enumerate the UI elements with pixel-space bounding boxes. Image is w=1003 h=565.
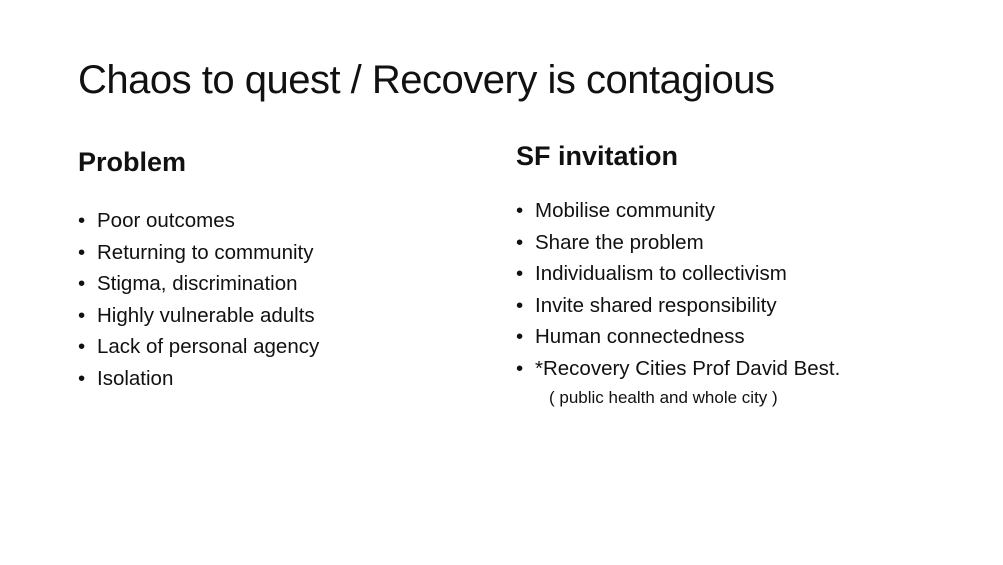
bullet-icon: • [78,335,86,359]
bullet-icon: • [516,230,524,254]
sf-invitation-column [516,137,986,411]
list-item-text: Mobilise community [535,199,715,222]
sf-invitation-list [516,195,986,385]
list-item [516,227,986,259]
list-item [78,363,498,395]
bullet-icon: • [516,293,524,317]
list-item-text: *Recovery Cities Prof David Best. [535,356,841,380]
bullet-icon: • [78,240,86,264]
bullet-icon: • [78,303,86,327]
bullet-icon: • [78,209,86,232]
list-item-text: Lack of personal agency [97,335,320,359]
list-item [516,353,986,385]
bullet-icon: • [516,262,524,286]
list-item-text: Poor outcomes [97,209,235,232]
bullet-icon: • [78,272,86,296]
list-item-text: Highly vulnerable adults [97,303,315,327]
recovery-cities-subnote: ( public health and whole city ) [549,387,778,407]
bullet-icon: • [516,356,524,380]
list-item [78,205,498,237]
list-item-text: Stigma, discrimination [97,272,298,296]
problem-list [78,205,498,395]
problem-heading: Problem [78,147,187,177]
list-item-text: Human connectedness [535,325,745,349]
bullet-icon: • [516,325,524,349]
list-item [516,258,986,290]
problem-column [78,143,498,395]
list-item [78,331,498,363]
list-item [78,237,498,269]
list-item-text: Individualism to collectivism [535,262,787,286]
list-item [78,268,498,300]
list-item-text: Isolation [97,366,174,390]
bullet-icon: • [78,366,86,390]
list-item [516,321,986,353]
list-item-text: Share the problem [535,230,704,254]
bullet-icon: • [516,199,524,222]
list-item [516,195,986,227]
list-item-text: Invite shared responsibility [535,293,777,317]
list-item-text: Returning to community [97,240,314,264]
sf-invitation-heading: SF invitation [516,141,678,171]
slide-title: Chaos to quest / Recovery is contagious [78,58,775,102]
list-item [78,300,498,332]
list-item [516,290,986,322]
